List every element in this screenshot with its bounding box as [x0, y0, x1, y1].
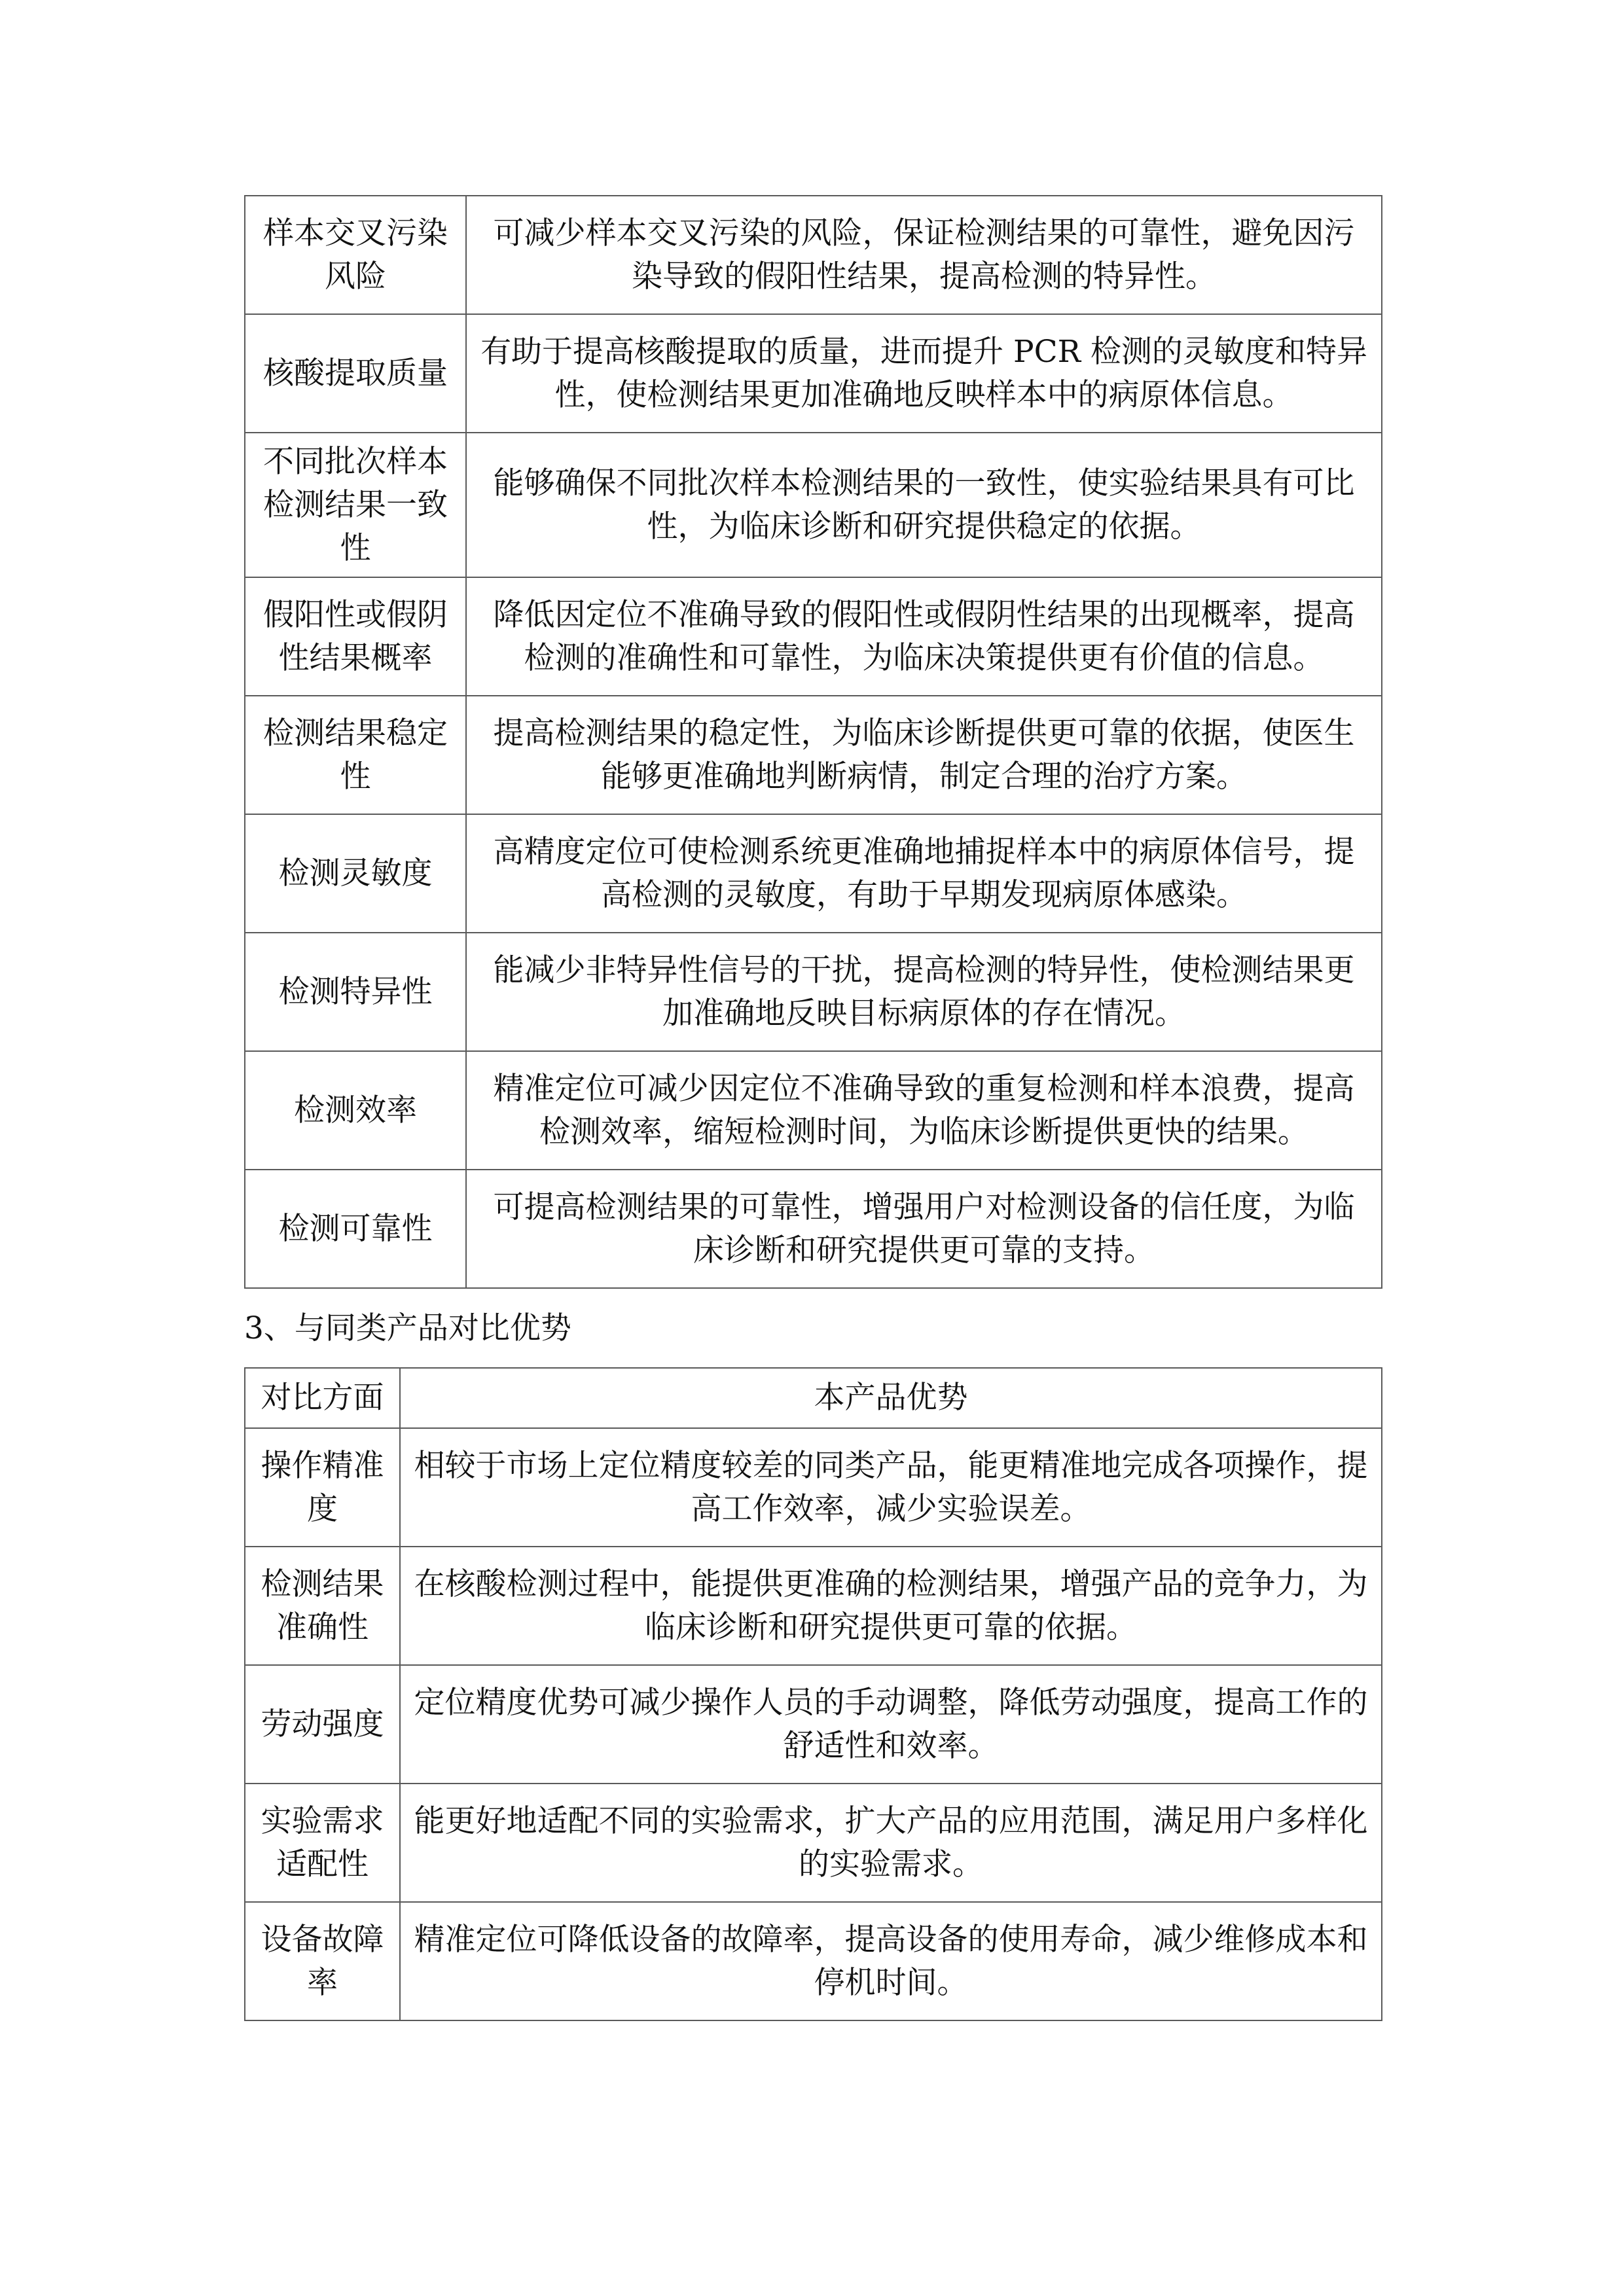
- table-row: [245, 433, 1382, 577]
- row-description: 在核酸检测过程中，能提供更准确的检测结果，增强产品的竞争力，为临床诊断和研究提供更可靠的依据。: [400, 1547, 1382, 1665]
- row-description: 提高检测结果的稳定性，为临床诊断提供更可靠的依据，使医生能够更准确地判断病情，制定合理的治疗方案。: [466, 696, 1382, 814]
- table-header-row: [245, 1368, 1382, 1428]
- row-label: 样本交叉污染风险: [245, 196, 466, 314]
- row-description: 能减少非特异性信号的干扰，提高检测的特异性，使检测结果更加准确地反映目标病原体的存在情况。: [466, 933, 1382, 1051]
- row-label: 检测可靠性: [245, 1170, 466, 1288]
- row-label: 劳动强度: [245, 1665, 400, 1784]
- row-description: 精准定位可降低设备的故障率，提高设备的使用寿命，减少维修成本和停机时间。: [400, 1902, 1382, 2020]
- table-row: [245, 933, 1382, 1051]
- row-label: 检测结果稳定性: [245, 696, 466, 814]
- row-label: 操作精准度: [245, 1428, 400, 1547]
- table-row: [245, 196, 1382, 314]
- table-row: [245, 1784, 1382, 1902]
- row-description: 高精度定位可使检测系统更准确地捕捉样本中的病原体信号，提高检测的灵敏度，有助于早期发现病原体感染。: [466, 814, 1382, 933]
- row-description: 定位精度优势可减少操作人员的手动调整，降低劳动强度，提高工作的舒适性和效率。: [400, 1665, 1382, 1784]
- column-header-aspect: 对比方面: [245, 1368, 400, 1428]
- row-label: 检测效率: [245, 1051, 466, 1170]
- row-description: 能更好地适配不同的实验需求，扩大产品的应用范围，满足用户多样化的实验需求。: [400, 1784, 1382, 1902]
- table-row: [245, 1665, 1382, 1784]
- table-row: [245, 1170, 1382, 1288]
- row-label: 实验需求适配性: [245, 1784, 400, 1902]
- table-row: [245, 1051, 1382, 1170]
- row-label: 核酸提取质量: [245, 314, 466, 433]
- row-label: 不同批次样本检测结果一致性: [245, 433, 466, 577]
- table-row: [245, 1547, 1382, 1665]
- row-label: 检测特异性: [245, 933, 466, 1051]
- table-row: [245, 696, 1382, 814]
- comparison-table: [244, 1367, 1382, 2021]
- row-description: 可提高检测结果的可靠性，增强用户对检测设备的信任度，为临床诊断和研究提供更可靠的支持。: [466, 1170, 1382, 1288]
- row-label: 假阳性或假阴性结果概率: [245, 577, 466, 696]
- row-description: 相较于市场上定位精度较差的同类产品，能更精准地完成各项操作，提高工作效率，减少实验误差。: [400, 1428, 1382, 1547]
- table-row: [245, 1428, 1382, 1547]
- row-description: 降低因定位不准确导致的假阳性或假阴性结果的出现概率，提高检测的准确性和可靠性，为临床决策提供更有价值的信息。: [466, 577, 1382, 696]
- section-heading: 3、与同类产品对比优势: [244, 1310, 571, 1346]
- benefits-table: [244, 195, 1382, 1289]
- row-label: 检测结果准确性: [245, 1547, 400, 1665]
- table-row: [245, 577, 1382, 696]
- row-description: 能够确保不同批次样本检测结果的一致性，使实验结果具有可比性，为临床诊断和研究提供稳定的依据。: [466, 433, 1382, 577]
- table-row: [245, 314, 1382, 433]
- row-description: 可减少样本交叉污染的风险，保证检测结果的可靠性，避免因污染导致的假阳性结果，提高检测的特异性。: [466, 196, 1382, 314]
- row-label: 设备故障率: [245, 1902, 400, 2020]
- row-description: 有助于提高核酸提取的质量，进而提升 PCR 检测的灵敏度和特异性，使检测结果更加准确地反映样本中的病原体信息。: [466, 314, 1382, 433]
- table-row: [245, 1902, 1382, 2020]
- row-label: 检测灵敏度: [245, 814, 466, 933]
- table-row: [245, 814, 1382, 933]
- column-header-advantage: 本产品优势: [400, 1368, 1382, 1428]
- row-description: 精准定位可减少因定位不准确导致的重复检测和样本浪费，提高检测效率，缩短检测时间，为临床诊断提供更快的结果。: [466, 1051, 1382, 1170]
